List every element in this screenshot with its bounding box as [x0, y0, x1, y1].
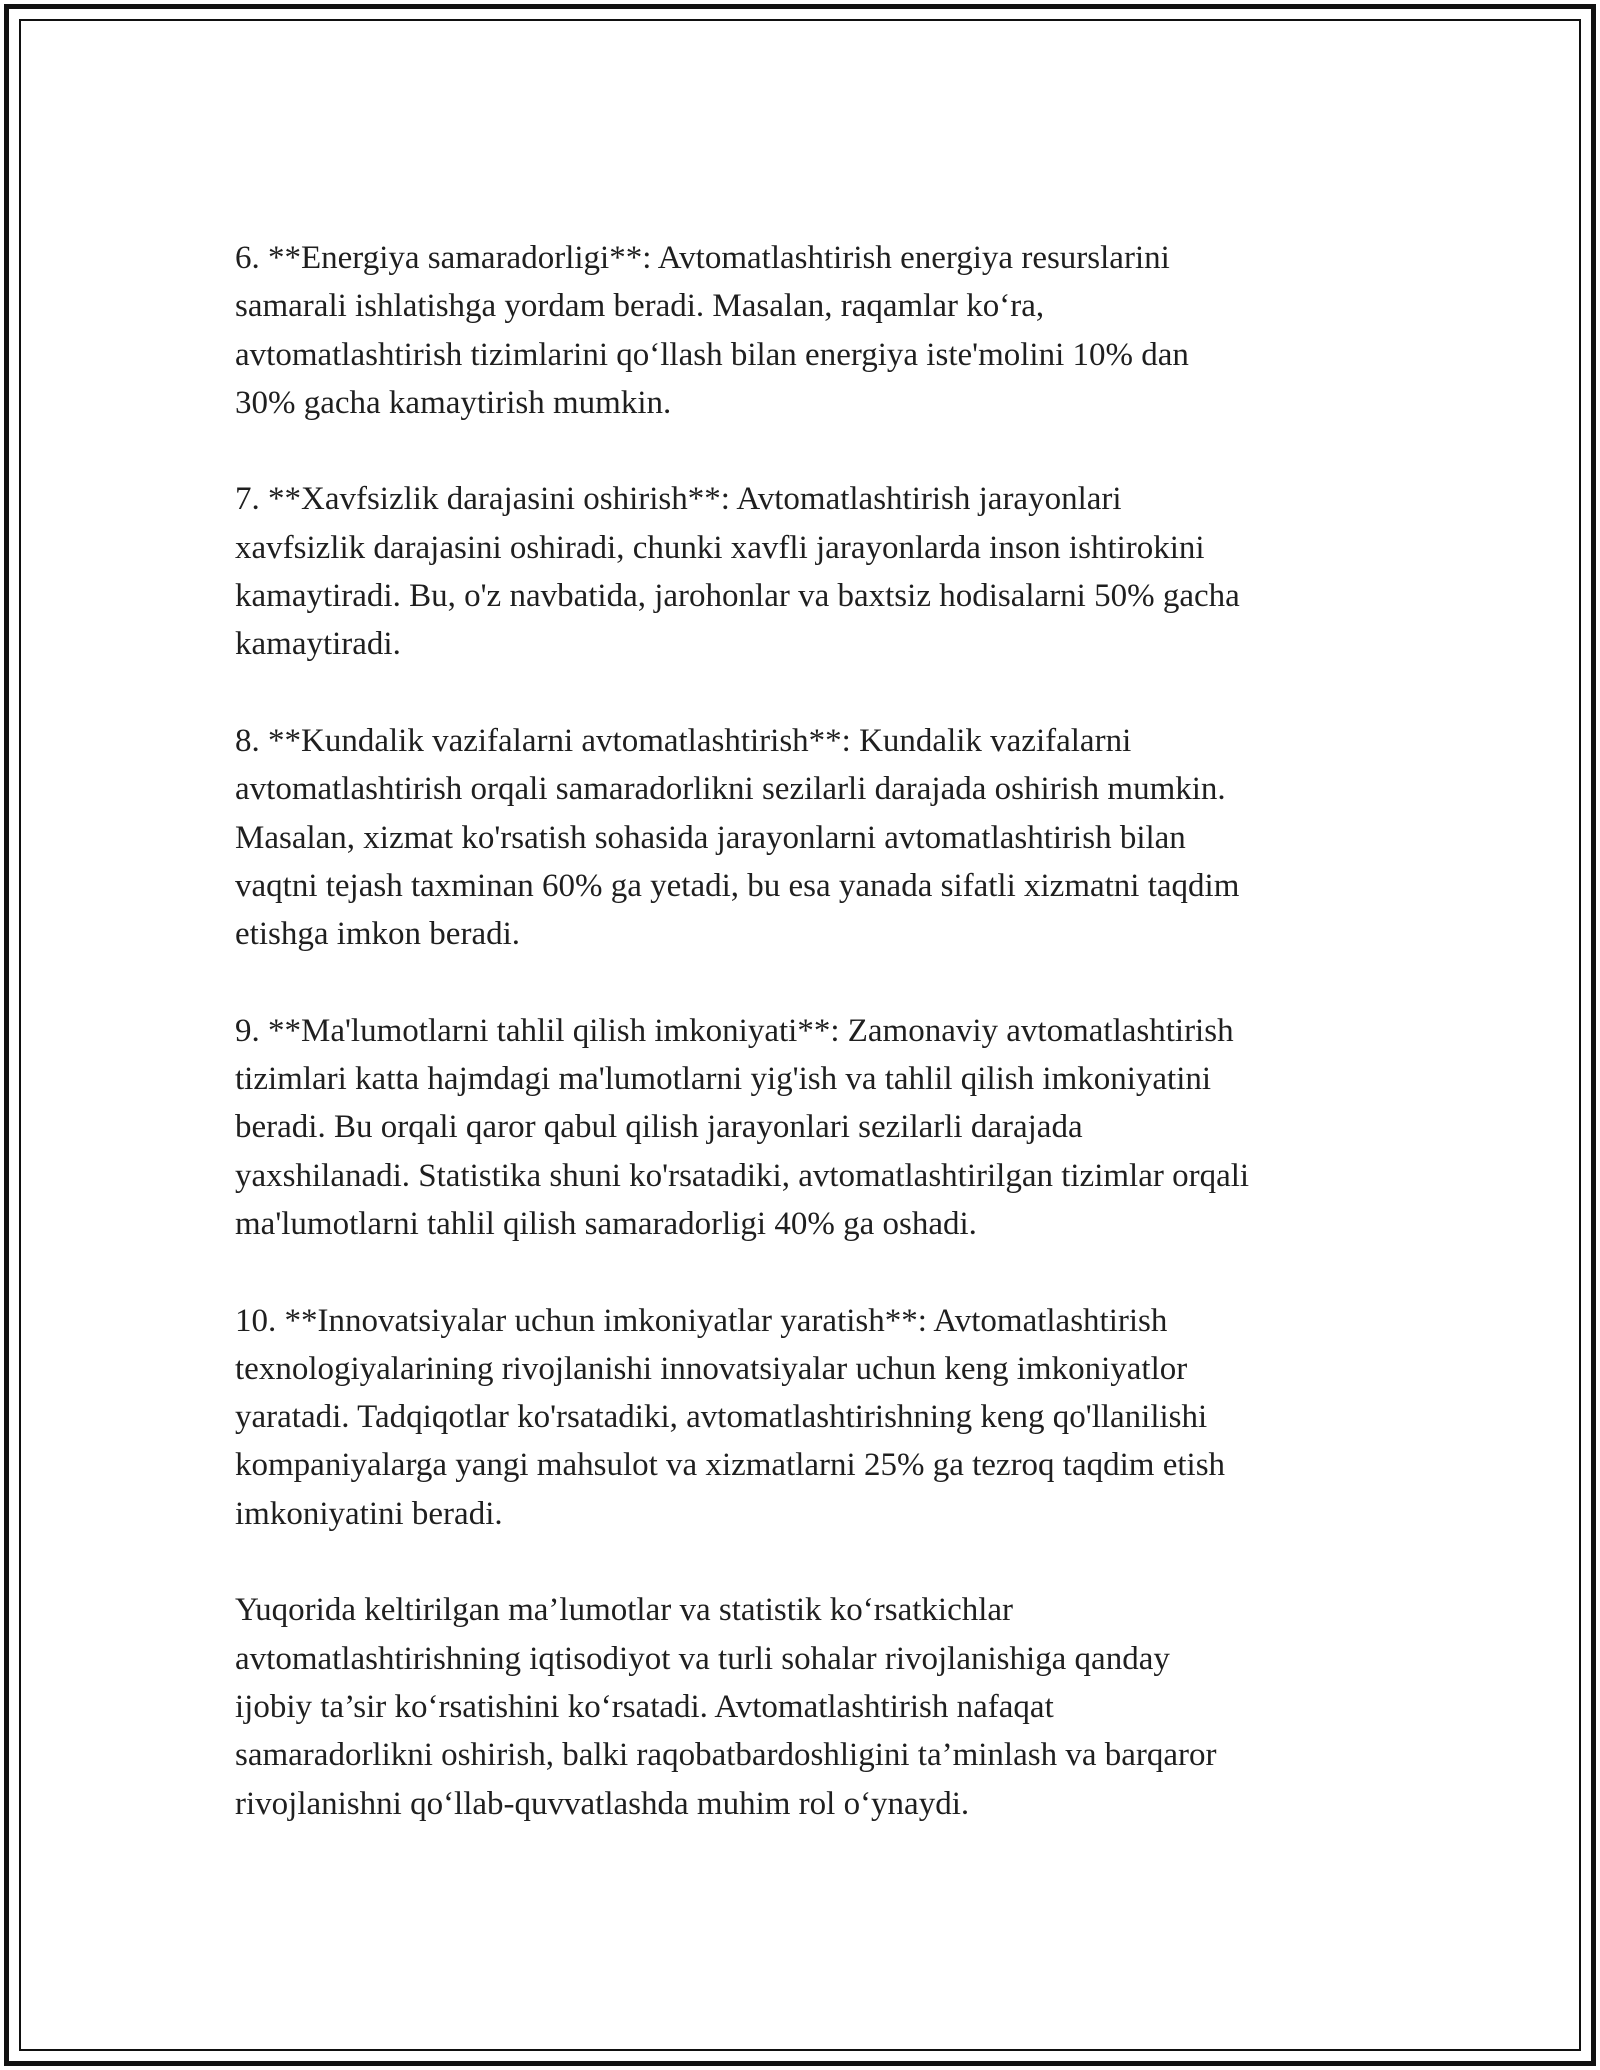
- paragraph-conclusion: Yuqorida keltirilgan ma’lumotlar va statistik ko‘rsatkichlar avtomatlashtirishning iqtisodiyot va turli sohalar rivojlanishiga qanday ijobiy ta’sir ko‘rsatishini ko‘rsatadi. Avtomatlashtirish nafaqat samaradorlikni oshirish, balki raqobatbardoshligini ta’minlash va barqaror rivojlanishni qo‘llab-quvvatlashda muhim rol o‘ynaydi.: [235, 1592, 1217, 1822]
- paragraph-data-analysis: 9. **Ma'lumotlarni tahlil qilish imkoniyati**: Zamonaviy avtomatlashtirish tizimlari katta hajmdagi ma'lumotlarni yig'ish va tahlil qilish imkoniyatini beradi. Bu orqali qaror qabul qilish jarayonlari sezilarli darajada yaxshilanadi. Statistika shuni ko'rsatadiki, avtomatlashtirilgan tizimlar orqali ma'lumotlarni tahlil qilish samaradorligi 40% ga oshadi.: [235, 1012, 1250, 1242]
- paragraph-innovation: 10. **Innovatsiyalar uchun imkoniyatlar yaratish**: Avtomatlashtirish texnologiyalarining rivojlanishi innovatsiyalar uchun keng imkoniyatlor yaratadi. Tadqiqotlar ko'rsatadiki, avtomatlashtirishning keng qo'llanilishi kompaniyalarga yangi mahsulot va xizmatlarni 25% ga tezroq taqdim etish imkoniyatini beradi.: [235, 1302, 1226, 1532]
- document-body: [235, 234, 1375, 1828]
- paragraph-daily-tasks: 8. **Kundalik vazifalarni avtomatlashtirish**: Kundalik vazifalarni avtomatlashtirish orqali samaradorlikni sezilarli darajada oshirish mumkin. Masalan, xizmat ko'rsatish sohasida jarayonlarni avtomatlashtirish bilan vaqtni tejash taxminan 60% ga yetadi, bu esa yanada sifatli xizmatni taqdim etishga imkon beradi.: [235, 722, 1240, 953]
- paragraph-energy-efficiency: 6. **Energiya samaradorligi**: Avtomatlashtirish energiya resurslarini samarali ishlatishga yordam beradi. Masalan, raqamlar ko‘ra, avtomatlashtirish tizimlarini qo‘llash bilan energiya iste'molini 10% dan 30% gacha kamaytirish mumkin.: [235, 240, 1189, 421]
- paragraph-safety-level: 7. **Xavfsizlik darajasini oshirish**: Avtomatlashtirish jarayonlari xavfsizlik darajasini oshiradi, chunki xavfli jarayonlarda inson ishtirokini kamaytiradi. Bu, o'z navbatida, jarohonlar va baxtsiz hodisalarni 50% gacha kamaytiradi.: [235, 481, 1240, 663]
